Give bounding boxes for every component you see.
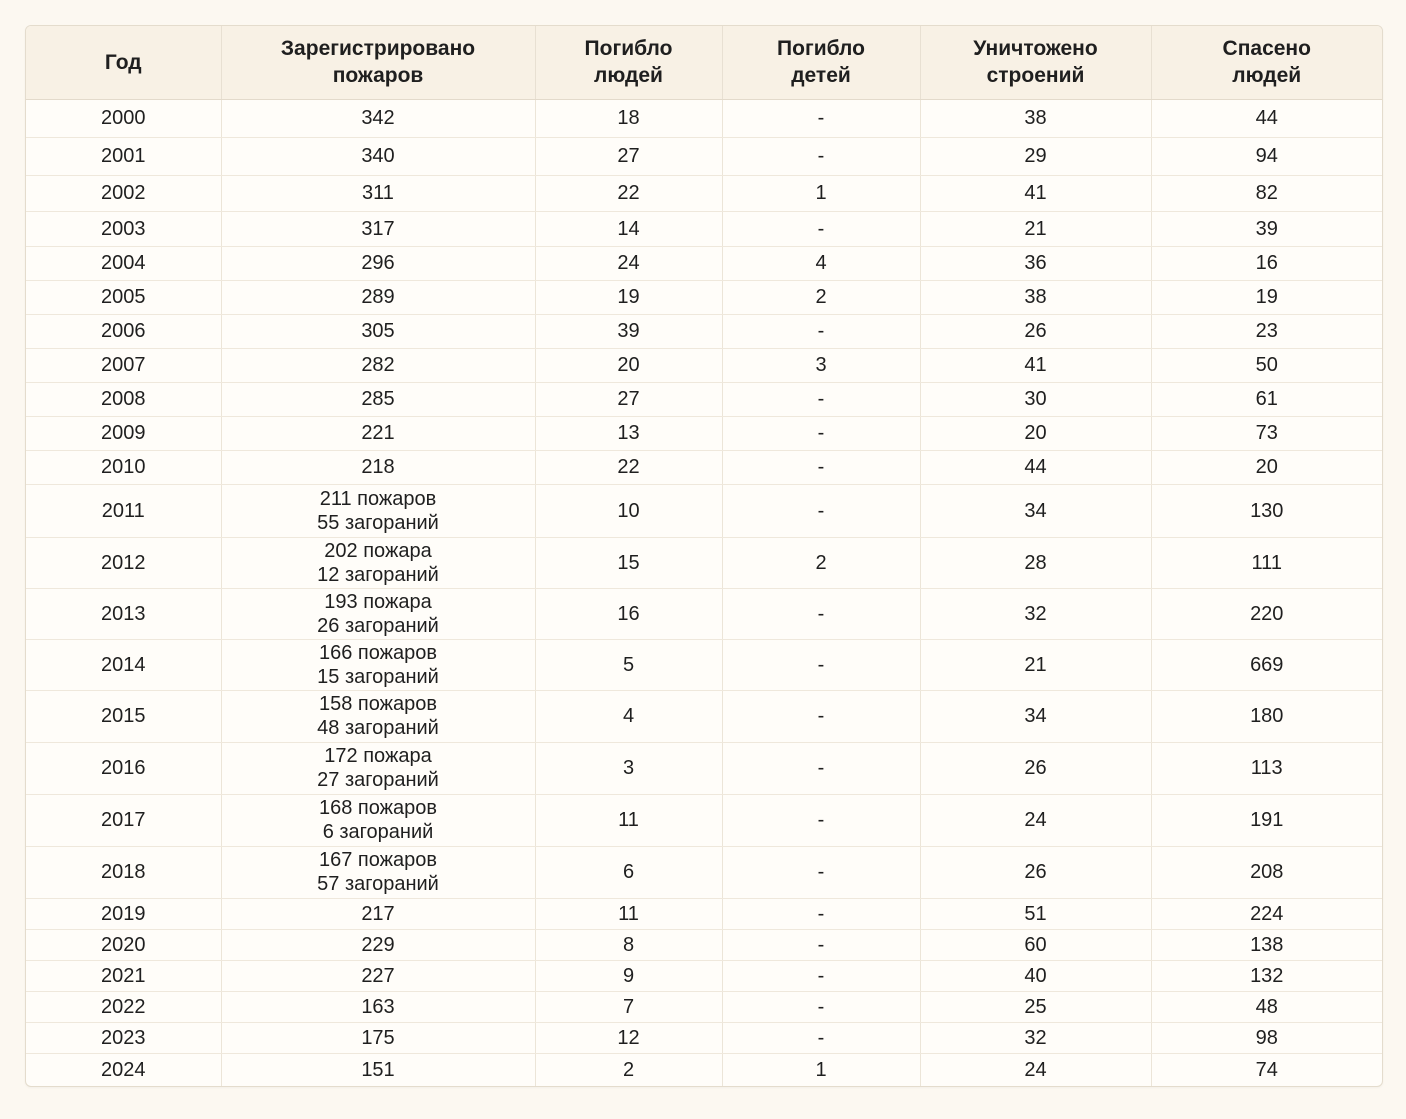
cell-registered-fires: 296 xyxy=(221,246,535,280)
cell-rescued: 50 xyxy=(1151,348,1382,382)
cell-registered-fires: 218 xyxy=(221,450,535,484)
cell-destroyed-buildings: 38 xyxy=(920,280,1151,314)
cell-year: 2018 xyxy=(26,846,221,898)
table-row xyxy=(26,742,1382,794)
header-year: Год xyxy=(26,26,221,99)
cell-year: 2021 xyxy=(26,960,221,991)
cell-registered-fires: 282 xyxy=(221,348,535,382)
cell-destroyed-buildings: 25 xyxy=(920,991,1151,1022)
cell-rescued: 20 xyxy=(1151,450,1382,484)
cell-year: 2022 xyxy=(26,991,221,1022)
header-destroyed-buildings: Уничтожено строений xyxy=(920,26,1151,99)
cell-rescued: 61 xyxy=(1151,382,1382,416)
cell-deaths: 13 xyxy=(535,416,722,450)
cell-rescued: 19 xyxy=(1151,280,1382,314)
cell-child-deaths: - xyxy=(722,99,920,137)
cell-rescued: 220 xyxy=(1151,588,1382,639)
cell-deaths: 14 xyxy=(535,211,722,246)
cell-registered-fires: 221 xyxy=(221,416,535,450)
cell-deaths: 39 xyxy=(535,314,722,348)
cell-deaths: 7 xyxy=(535,991,722,1022)
cell-destroyed-buildings: 26 xyxy=(920,314,1151,348)
cell-deaths: 10 xyxy=(535,484,722,537)
cell-rescued: 130 xyxy=(1151,484,1382,537)
cell-destroyed-buildings: 38 xyxy=(920,99,1151,137)
table-row xyxy=(26,348,1382,382)
cell-registered-fires: 163 xyxy=(221,991,535,1022)
cell-registered-fires: 151 xyxy=(221,1053,535,1086)
cell-year: 2001 xyxy=(26,137,221,175)
cell-deaths: 6 xyxy=(535,846,722,898)
cell-registered-fires: 158 пожаров 48 загораний xyxy=(221,690,535,742)
table-row xyxy=(26,484,1382,537)
table-row xyxy=(26,1022,1382,1053)
table-row xyxy=(26,382,1382,416)
cell-child-deaths: - xyxy=(722,137,920,175)
cell-rescued: 16 xyxy=(1151,246,1382,280)
cell-child-deaths: - xyxy=(722,846,920,898)
cell-year: 2017 xyxy=(26,794,221,846)
cell-destroyed-buildings: 21 xyxy=(920,211,1151,246)
cell-deaths: 22 xyxy=(535,175,722,211)
cell-destroyed-buildings: 24 xyxy=(920,794,1151,846)
cell-rescued: 74 xyxy=(1255,1058,1278,1081)
table-row xyxy=(26,99,1382,137)
cell-destroyed-buildings: 26 xyxy=(920,742,1151,794)
cell-registered-fires: 340 xyxy=(221,137,535,175)
cell-deaths: 3 xyxy=(535,742,722,794)
header-rescued: Спасено людей xyxy=(1151,26,1382,99)
header-child-deaths: Погибло детей xyxy=(722,26,920,99)
cell-destroyed-buildings: 32 xyxy=(920,1022,1151,1053)
cell-year: 2015 xyxy=(26,690,221,742)
cell-deaths: 20 xyxy=(535,348,722,382)
cell-year: 2005 xyxy=(26,280,221,314)
cell-rescued: 208 xyxy=(1151,846,1382,898)
cell-rescued: 39 xyxy=(1151,211,1382,246)
cell-deaths: 5 xyxy=(535,639,722,690)
cell-rescued: 113 xyxy=(1151,742,1382,794)
cell-child-deaths: - xyxy=(722,211,920,246)
cell-deaths: 8 xyxy=(535,929,722,960)
cell-child-deaths: - xyxy=(722,960,920,991)
cell-registered-fires: 229 xyxy=(221,929,535,960)
cell-child-deaths: 2 xyxy=(722,537,920,588)
cell-registered-fires: 317 xyxy=(221,211,535,246)
cell-deaths: 11 xyxy=(535,898,722,929)
cell-destroyed-buildings: 41 xyxy=(920,175,1151,211)
cell-destroyed-buildings: 51 xyxy=(920,898,1151,929)
cell-child-deaths: - xyxy=(722,588,920,639)
table-header xyxy=(26,26,1382,99)
cell-destroyed-buildings: 32 xyxy=(920,588,1151,639)
table-row xyxy=(26,991,1382,1022)
cell-year: 2008 xyxy=(26,382,221,416)
table-row xyxy=(26,211,1382,246)
cell-rescued: 132 xyxy=(1151,960,1382,991)
header-registered-fires: Зарегистрировано пожаров xyxy=(221,26,535,99)
cell-registered-fires: 167 пожаров 57 загораний xyxy=(221,846,535,898)
table-row xyxy=(26,929,1382,960)
cell-child-deaths: 2 xyxy=(722,280,920,314)
cell-deaths: 27 xyxy=(535,382,722,416)
cell-destroyed-buildings: 36 xyxy=(920,246,1151,280)
cell-deaths: 27 xyxy=(535,137,722,175)
cell-registered-fires: 285 xyxy=(221,382,535,416)
cell-registered-fires: 211 пожаров 55 загораний xyxy=(221,484,535,537)
cell-destroyed-buildings: 40 xyxy=(920,960,1151,991)
cell-destroyed-buildings: 29 xyxy=(920,137,1151,175)
cell-year: 2014 xyxy=(26,639,221,690)
cell-destroyed-buildings: 34 xyxy=(920,484,1151,537)
cell-registered-fires: 289 xyxy=(221,280,535,314)
cell-year: 2004 xyxy=(26,246,221,280)
cell-child-deaths: 1 xyxy=(722,175,920,211)
cell-child-deaths: - xyxy=(722,382,920,416)
cell-child-deaths: - xyxy=(722,898,920,929)
table-row xyxy=(26,137,1382,175)
table-row xyxy=(26,280,1382,314)
cell-rescued: 180 xyxy=(1151,690,1382,742)
cell-rescued: 98 xyxy=(1151,1022,1382,1053)
cell-rescued: 138 xyxy=(1151,929,1382,960)
cell-child-deaths: 3 xyxy=(722,348,920,382)
cell-registered-fires: 168 пожаров 6 загораний xyxy=(221,794,535,846)
cell-year: 2009 xyxy=(26,416,221,450)
fire-statistics-table xyxy=(26,26,1382,1086)
cell-year: 2013 xyxy=(26,588,221,639)
cell-child-deaths: 4 xyxy=(722,246,920,280)
cell-child-deaths: - xyxy=(722,1022,920,1053)
cell-rescued: 82 xyxy=(1151,175,1382,211)
table-row xyxy=(26,537,1382,588)
table-row xyxy=(26,416,1382,450)
cell-registered-fires: 311 xyxy=(221,175,535,211)
cell-destroyed-buildings: 30 xyxy=(920,382,1151,416)
cell-rescued: 73 xyxy=(1151,416,1382,450)
cell-child-deaths: - xyxy=(722,742,920,794)
table-row xyxy=(26,794,1382,846)
cell-registered-fires: 217 xyxy=(221,898,535,929)
cell-rescued: 94 xyxy=(1151,137,1382,175)
cell-registered-fires: 305 xyxy=(221,314,535,348)
table-row xyxy=(26,1053,1382,1086)
table-row xyxy=(26,175,1382,211)
cell-rescued: 23 xyxy=(1151,314,1382,348)
cell-year: 2000 xyxy=(26,99,221,137)
cell-child-deaths: - xyxy=(722,639,920,690)
cell-destroyed-buildings: 21 xyxy=(920,639,1151,690)
table-row xyxy=(26,960,1382,991)
cell-destroyed-buildings: 28 xyxy=(920,537,1151,588)
fire-statistics-table-card xyxy=(25,25,1383,1087)
table-row xyxy=(26,588,1382,639)
table-row xyxy=(26,450,1382,484)
cell-deaths: 24 xyxy=(535,246,722,280)
cell-deaths: 4 xyxy=(535,690,722,742)
cell-deaths: 18 xyxy=(535,99,722,137)
cell-year: 2007 xyxy=(26,348,221,382)
cell-child-deaths: 1 xyxy=(722,1053,920,1086)
cell-deaths: 19 xyxy=(535,280,722,314)
cell-deaths: 2 xyxy=(535,1053,722,1086)
cell-rescued: 111 xyxy=(1151,537,1382,588)
table-row xyxy=(26,846,1382,898)
table-row xyxy=(26,246,1382,280)
cell-deaths: 9 xyxy=(535,960,722,991)
table-row xyxy=(26,690,1382,742)
cell-child-deaths: - xyxy=(722,416,920,450)
cell-year: 2011 xyxy=(26,484,221,537)
cell-destroyed-buildings: 60 xyxy=(920,929,1151,960)
cell-deaths: 16 xyxy=(535,588,722,639)
cell-deaths: 11 xyxy=(535,794,722,846)
cell-year: 2003 xyxy=(26,211,221,246)
cell-child-deaths: - xyxy=(722,314,920,348)
cell-deaths: 22 xyxy=(535,450,722,484)
cell-child-deaths: - xyxy=(722,690,920,742)
cell-child-deaths: - xyxy=(722,484,920,537)
cell-year: 2012 xyxy=(26,537,221,588)
cell-year: 2019 xyxy=(26,898,221,929)
cell-destroyed-buildings: 20 xyxy=(920,416,1151,450)
cell-destroyed-buildings: 26 xyxy=(920,846,1151,898)
cell-child-deaths: - xyxy=(722,794,920,846)
cell-child-deaths: - xyxy=(722,450,920,484)
table-row xyxy=(26,314,1382,348)
table-body xyxy=(26,99,1382,1086)
cell-rescued: 48 xyxy=(1151,991,1382,1022)
cell-destroyed-buildings: 24 xyxy=(920,1053,1151,1086)
header-row xyxy=(26,26,1382,99)
cell-registered-fires: 202 пожара 12 загораний xyxy=(221,537,535,588)
cell-rescued: 224 xyxy=(1151,898,1382,929)
cell-year: 2002 xyxy=(26,175,221,211)
cell-year: 2024 xyxy=(26,1053,221,1086)
cell-registered-fires: 172 пожара 27 загораний xyxy=(221,742,535,794)
cell-registered-fires: 193 пожара 26 загораний xyxy=(221,588,535,639)
cell-child-deaths: - xyxy=(722,929,920,960)
cell-year: 2016 xyxy=(26,742,221,794)
cell-registered-fires: 166 пожаров 15 загораний xyxy=(221,639,535,690)
cell-deaths: 15 xyxy=(535,537,722,588)
cell-year: 2020 xyxy=(26,929,221,960)
cell-rescued: 44 xyxy=(1151,99,1382,137)
cell-child-deaths: - xyxy=(722,991,920,1022)
cell-destroyed-buildings: 34 xyxy=(920,690,1151,742)
cell-destroyed-buildings: 41 xyxy=(920,348,1151,382)
cell-destroyed-buildings: 44 xyxy=(920,450,1151,484)
cell-year: 2010 xyxy=(26,450,221,484)
cell-rescued: 191 xyxy=(1151,794,1382,846)
cell-year: 2006 xyxy=(26,314,221,348)
cell-registered-fires: 342 xyxy=(221,99,535,137)
cell-rescued: 669 xyxy=(1151,639,1382,690)
cell-registered-fires: 175 xyxy=(221,1022,535,1053)
cell-registered-fires: 227 xyxy=(221,960,535,991)
table-row xyxy=(26,639,1382,690)
cell-deaths: 12 xyxy=(535,1022,722,1053)
table-row xyxy=(26,898,1382,929)
cell-year: 2023 xyxy=(26,1022,221,1053)
header-deaths: Погибло людей xyxy=(535,26,722,99)
